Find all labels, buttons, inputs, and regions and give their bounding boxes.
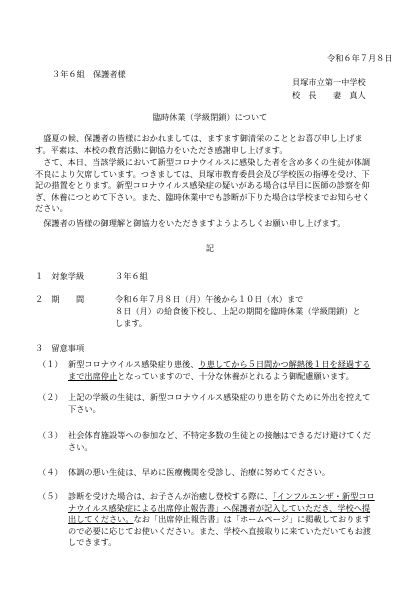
addressee: ３年６組 保護者様	[52, 69, 126, 79]
period-label: ２ 期 間	[35, 294, 85, 304]
document-title: 臨時休業（学級閉鎖）について	[152, 112, 268, 122]
note-1-underlined: り患してから５日間かつ解熱後１日を経過するまで出席停止	[68, 359, 371, 381]
greeting-paragraph: 盛夏の候、保護者の皆様におかれましては、ますます御清栄のこととお喜び申し上げます。平素は、本校の教育活動に御協力をいただき感謝申し上げます。	[35, 133, 363, 155]
issue-date: 令和６年７月８日	[327, 53, 393, 63]
ki-heading: 記	[205, 243, 215, 253]
note-number: （１）	[38, 359, 63, 369]
notes-label: ３ 留意事項	[35, 343, 85, 353]
note-number: （２）	[38, 392, 63, 402]
period-line-2: ８日（月）の給食後下校し、上記の期間を臨時休業（学級閉鎖）と	[115, 306, 361, 316]
note-2-text: 上記の学級の生徒は、新型コロナウイルス感染症のり患を防ぐために外出を控えて下さい。	[68, 392, 371, 414]
note-1-plain-start: 新型コロナウイルス感染症り患後、	[68, 359, 199, 369]
period-line-1: 令和６年７月８日（月）午後から１０日（水）まで	[115, 294, 304, 304]
note-1-text	[68, 359, 378, 382]
target-class-value: ３年６組	[115, 271, 148, 281]
notice-paragraph: さて、本日、当該学級において新型コロナウイルスに感染した者を含め多くの生徒が体調不良により欠席しています。つきましては、貝塚市教育委員会及び学校医の指導を受け、下記の措置をとります。新型コロナウイルス感染症の疑いがある場合は早目に医師の診察を仰ぎ、休養につとめて下さい。また、臨時休業中でも診断が下りた場合は学校までお知らせください。	[35, 157, 371, 213]
note-number: （４）	[38, 467, 63, 477]
note-5-underlined: 「インフルエンザ・新型コロナウイルス感染症による出席停止報告書」へ保護者が記入していただき、学校へ提出してください。	[68, 491, 375, 524]
note-4-text: 体調の悪い生徒は、早めに医療機関を受診し、治療に努めてください。	[68, 467, 331, 477]
note-5-plain-start: 診断を受けた場合は、お子さんが治癒し登校する際に、	[68, 491, 273, 501]
note-5-plain-end: なお「出席停止報告書」は「ホームページ」に掲載しておりますので必要に応じてお使いください。また、学校へ直接取りに来ていただいてもお渡しできます。	[68, 514, 371, 547]
note-number: （３）	[38, 430, 63, 440]
principal-name: 校 長 妻 真人	[292, 90, 366, 100]
period-line-3: します。	[115, 318, 148, 328]
note-1-plain-end: となっていますので、十分な休養がとれるよう御配慮願います。	[117, 370, 354, 381]
closing-paragraph: 保護者の皆様の御理解と御協力をいただきますようよろしくお願い申し上げます。	[43, 218, 346, 228]
note-3-text: 社会体育施設等への参加など、不特定多数の生徒との接触はできるだけ避けてください。	[68, 430, 371, 452]
school-name: 貝塚市立第一中学校	[292, 77, 366, 87]
note-5-text	[68, 491, 378, 549]
target-class-label: １ 対象学級	[35, 271, 85, 281]
note-number: （５）	[38, 491, 63, 501]
